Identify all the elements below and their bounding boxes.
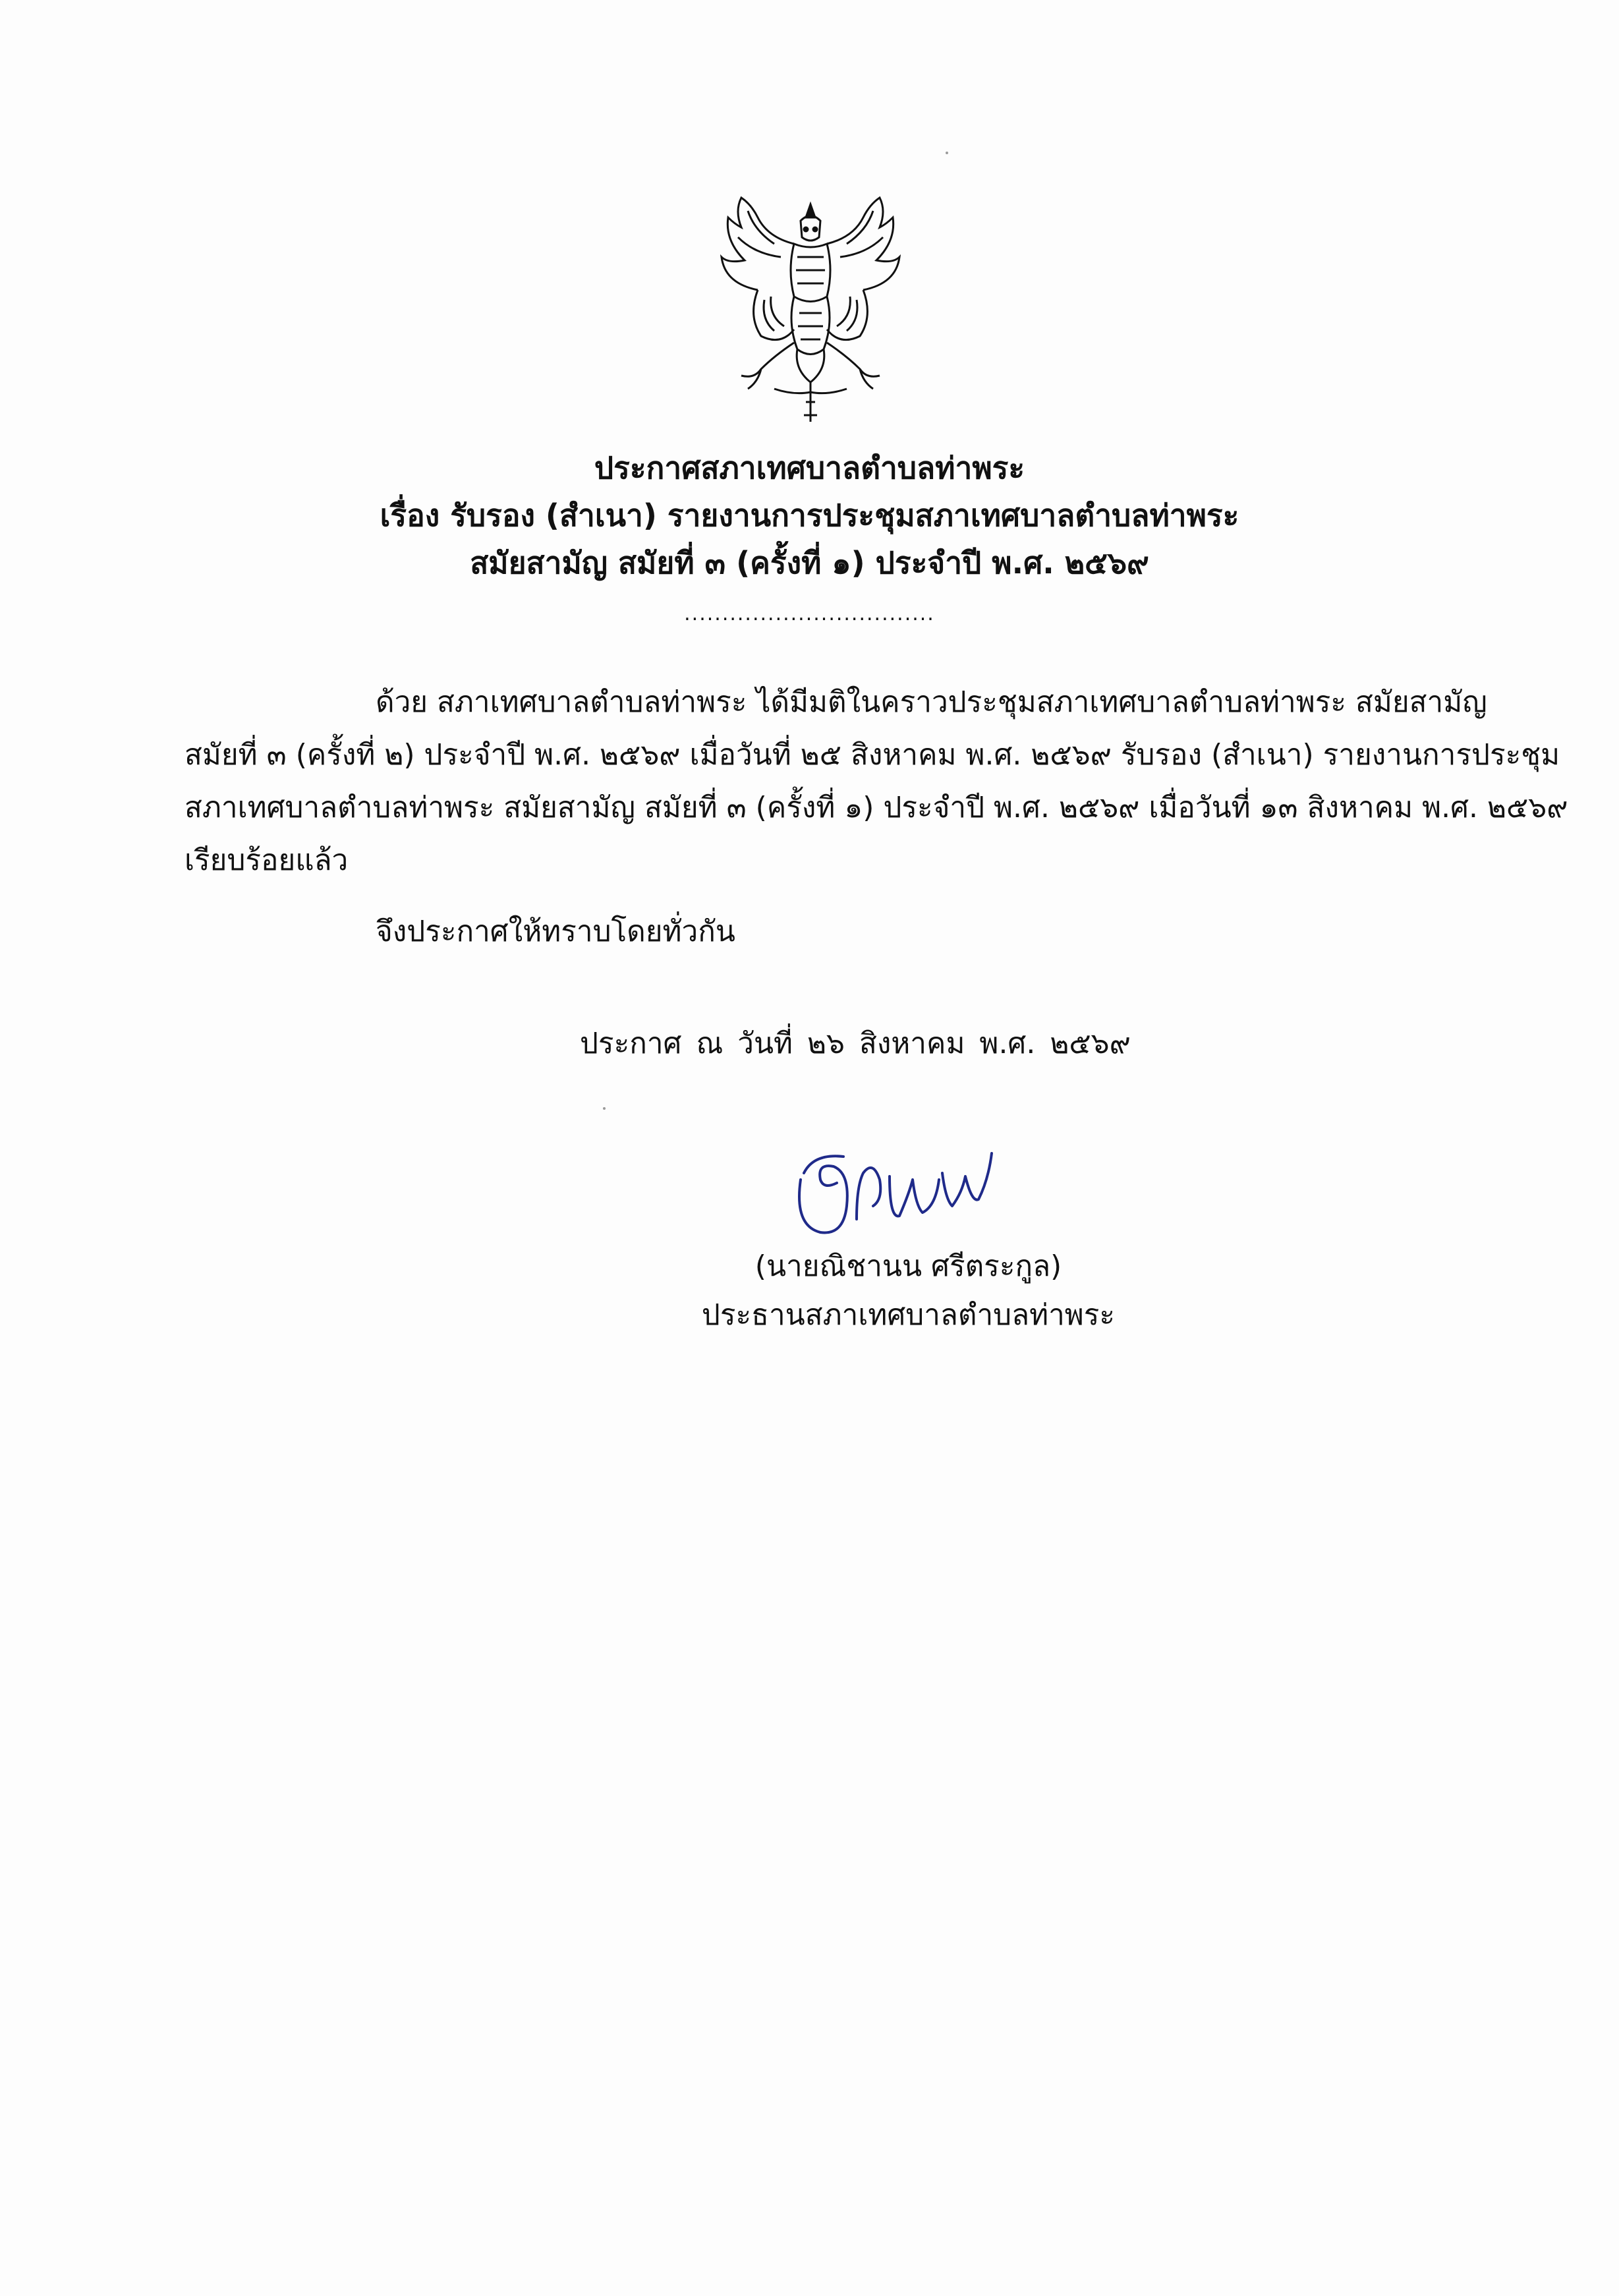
announcement-session: สมัยสามัญ สมัยที่ ๓ (ครั้งที่ ๑) ประจำปี พ.ศ. ๒๕๖๙ — [470, 545, 1149, 581]
announcement-title: ประกาศสภาเทศบาลตำบลท่าพระ — [594, 450, 1025, 486]
body-paragraph-line: ด้วย สภาเทศบาลตำบลท่าพระ ได้มีมติในคราวประชุมสภาเทศบาลตำบลท่าพระ สมัยสามัญ — [376, 685, 1487, 719]
body-paragraph-line: เรียบร้อยแล้ว — [185, 844, 349, 877]
signer-name: (นายณิชานน ศรีตระกูล) — [754, 1249, 1062, 1283]
body-paragraph-line: สมัยที่ ๓ (ครั้งที่ ๒) ประจำปี พ.ศ. ๒๕๖๙ เมื่อวันที่ ๒๕ สิงหาคม พ.ศ. ๒๕๖๙ รับรอง (สำเนา) รายงานการประชุม — [185, 738, 1560, 772]
signer-title: ประธานสภาเทศบาลตำบลท่าพระ — [701, 1298, 1116, 1332]
garuda-emblem-icon — [695, 191, 926, 435]
separator-dots: ................................. — [684, 602, 935, 625]
scan-speck — [603, 1107, 606, 1110]
announcement-subject: เรื่อง รับรอง (สำเนา) รายงานการประชุมสภาเทศบาลตำบลท่าพระ — [380, 498, 1239, 533]
scan-speck — [946, 152, 948, 154]
handwritten-signature — [781, 1127, 1018, 1246]
body-paragraph-line: สภาเทศบาลตำบลท่าพระ สมัยสามัญ สมัยที่ ๓ (ครั้งที่ ๑) ประจำปี พ.ศ. ๒๕๖๙ เมื่อวันที่ ๑๓ สิงหาคม พ.ศ. ๒๕๖๙ — [185, 791, 1568, 824]
announcement-date: ประกาศ ณ วันที่ ๒๖ สิงหาคม พ.ศ. ๒๕๖๙ — [580, 1027, 1131, 1060]
closing-statement: จึงประกาศให้ทราบโดยทั่วกัน — [376, 915, 735, 948]
